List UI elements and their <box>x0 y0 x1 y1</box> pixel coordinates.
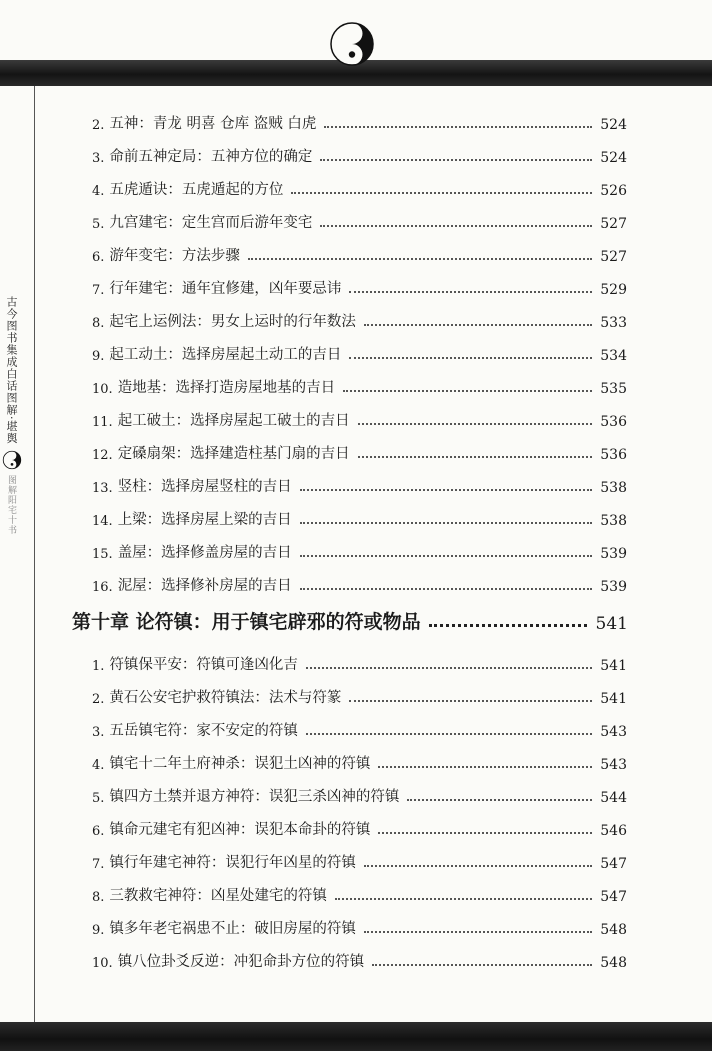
toc-entry[interactable]: 9. 镇多年老宅祸患不止：破旧房屋的符镇 548 <box>92 921 627 938</box>
page-number: 548 <box>600 955 627 971</box>
toc-entry[interactable]: 2. 黄石公安宅护救符镇法：法术与符篆 541 <box>92 690 627 707</box>
page-number: 538 <box>600 480 627 496</box>
toc-entry[interactable]: 6. 镇命元建宅有犯凶神：误犯本命卦的符镇 546 <box>92 822 627 839</box>
dot-leader <box>358 423 592 425</box>
page-number: 543 <box>600 724 627 740</box>
page-number: 544 <box>600 790 627 806</box>
dot-leader <box>364 865 592 867</box>
dot-leader <box>300 522 592 524</box>
dot-leader <box>306 733 592 735</box>
page-number: 546 <box>600 823 627 839</box>
page-number: 541 <box>600 691 627 707</box>
book-subtitle: 图解阳宅十书 <box>6 474 16 535</box>
dot-leader <box>291 192 592 194</box>
dot-leader <box>343 390 592 392</box>
dot-leader <box>407 799 592 801</box>
dot-leader <box>248 258 592 260</box>
yin-yang-icon <box>328 20 376 68</box>
dot-leader <box>349 700 592 702</box>
toc-entry[interactable]: 8. 起宅上运例法：男女上运时的行年数法 533 <box>92 314 627 331</box>
yin-yang-small-icon <box>2 449 22 471</box>
dot-leader <box>324 126 592 128</box>
side-label <box>0 296 22 535</box>
dot-leader <box>300 555 592 557</box>
dot-leader <box>349 357 592 359</box>
toc-entry[interactable]: 6. 游年变宅：方法步骤 527 <box>92 248 627 265</box>
book-title: 古今图书集成白话图解·堪舆 <box>5 296 18 445</box>
bottom-band <box>0 1022 712 1051</box>
chapter-title: 第十章 论符镇：用于镇宅辟邪的符或物品 <box>72 611 421 633</box>
page-number: 547 <box>600 856 627 872</box>
page-number: 529 <box>600 282 627 298</box>
toc-entry[interactable]: 16. 泥屋：选择修补房屋的吉日 539 <box>92 578 627 595</box>
dot-leader <box>335 898 592 900</box>
dot-leader <box>429 624 587 627</box>
page-number: 539 <box>600 546 627 562</box>
page-number: 527 <box>600 216 627 232</box>
toc-entry[interactable]: 7. 行年建宅：通年宜修建，凶年要忌讳 529 <box>92 281 627 298</box>
toc-entry[interactable]: 14. 上梁：选择房屋上梁的吉日 538 <box>92 512 627 529</box>
page-number: 535 <box>600 381 627 397</box>
toc-entry[interactable]: 1. 符镇保平安：符镇可逢凶化吉 541 <box>92 657 627 674</box>
dot-leader <box>320 225 592 227</box>
dot-leader <box>378 766 592 768</box>
toc-entry[interactable]: 5. 镇四方土禁并退方神符：误犯三杀凶神的符镇 544 <box>92 789 627 806</box>
toc-entry[interactable]: 5. 九宫建宅：定生宫而后游年变宅 527 <box>92 215 627 232</box>
toc-entry[interactable]: 8. 三教救宅神符：凶星处建宅的符镇 547 <box>92 888 627 905</box>
dot-leader <box>358 456 592 458</box>
page-number: 536 <box>600 447 627 463</box>
toc-entry[interactable]: 10. 镇八位卦爻反逆：冲犯命卦方位的符镇 548 <box>92 954 627 971</box>
page-number: 541 <box>595 614 628 634</box>
dot-leader <box>300 489 592 491</box>
page-number: 547 <box>600 889 627 905</box>
toc-entry[interactable]: 2. 五神：青龙 明喜 仓库 盗贼 白虎 524 <box>92 116 627 133</box>
dot-leader <box>320 159 592 161</box>
page-number: 527 <box>600 249 627 265</box>
page-number: 526 <box>600 183 627 199</box>
toc-entry[interactable]: 10. 造地基：选择打造房屋地基的吉日 535 <box>92 380 627 397</box>
dot-leader <box>378 832 592 834</box>
toc-entry[interactable]: 13. 竖柱：选择房屋竖柱的吉日 538 <box>92 479 627 496</box>
toc-entry[interactable]: 3. 五岳镇宅符：家不安定的符镇 543 <box>92 723 627 740</box>
toc-entry[interactable]: 9. 起工动土：选择房屋起土动工的吉日 534 <box>92 347 627 364</box>
page-number: 548 <box>600 922 627 938</box>
toc-entry[interactable]: 7. 镇行年建宅神符：误犯行年凶星的符镇 547 <box>92 855 627 872</box>
dot-leader <box>364 931 592 933</box>
toc-entry[interactable]: 12. 定磉扇架：选择建造柱基门扇的吉日 536 <box>92 446 627 463</box>
page-number: 524 <box>600 117 627 133</box>
dot-leader <box>300 588 592 590</box>
toc-entry[interactable]: 15. 盖屋：选择修盖房屋的吉日 539 <box>92 545 627 562</box>
page-number: 541 <box>600 658 627 674</box>
dot-leader <box>364 324 592 326</box>
page-number: 539 <box>600 579 627 595</box>
page-number: 536 <box>600 414 627 430</box>
toc-entry[interactable]: 4. 镇宅十二年土府神杀：误犯土凶神的符镇 543 <box>92 756 627 773</box>
page-number: 543 <box>600 757 627 773</box>
toc-entry[interactable]: 11. 起工破土：选择房屋起工破土的吉日 536 <box>92 413 627 430</box>
page-number: 538 <box>600 513 627 529</box>
toc-entry[interactable]: 3. 命前五神定局：五神方位的确定 524 <box>92 149 627 166</box>
page-number: 524 <box>600 150 627 166</box>
chapter-heading[interactable] <box>72 604 628 634</box>
dot-leader <box>372 964 592 966</box>
toc-entry[interactable]: 4. 五虎遁诀：五虎遁起的方位 526 <box>92 182 627 199</box>
page-number: 533 <box>600 315 627 331</box>
dot-leader <box>349 291 592 293</box>
page-number: 534 <box>600 348 627 364</box>
dot-leader <box>306 667 592 669</box>
